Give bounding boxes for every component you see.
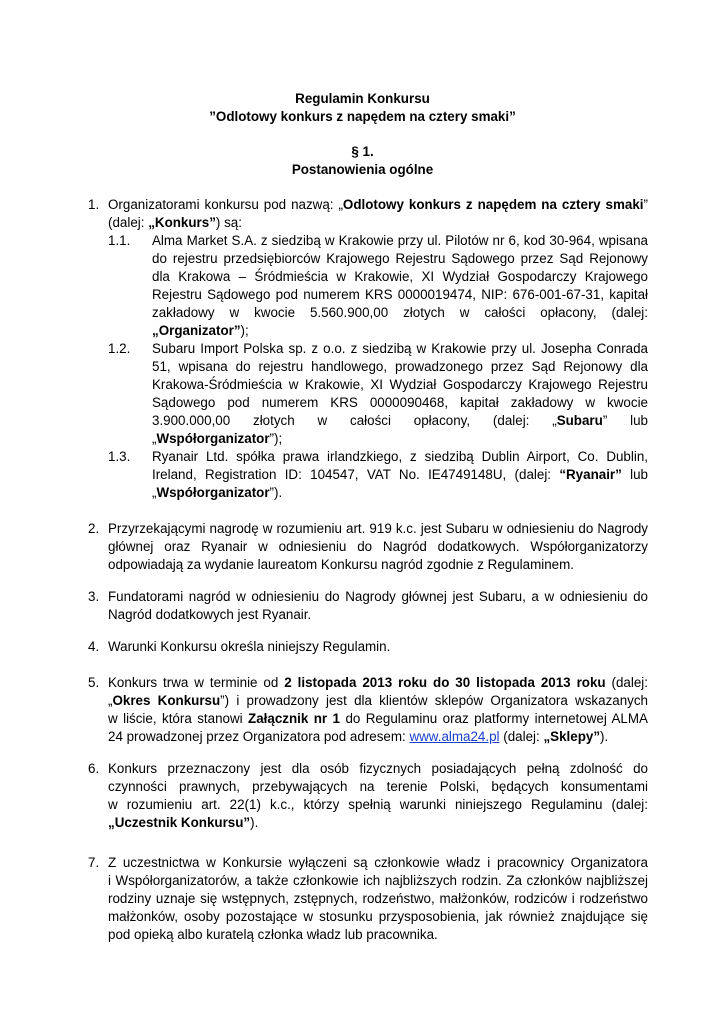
paragraph-body: [108, 760, 648, 832]
text-line: Z uczestnictwa w Konkursie wyłączeni są członkowie władz i pracownicy Organizatora: [108, 855, 648, 870]
subitem-number: 1.2.: [108, 341, 131, 356]
paragraph-number: 7.: [88, 855, 100, 870]
paragraph-body: [108, 520, 648, 574]
text-line: „Organizator”);: [152, 323, 249, 338]
section-number: § 1.: [351, 144, 374, 159]
text-line: do rejestru przedsiębiorców Krajowego Rejestru Sądowego przez Sąd Rejonowy: [152, 251, 648, 266]
text-line: Warunki Konkursu określa niniejszy Regulamin.: [108, 639, 391, 654]
paragraph-number: 2.: [88, 521, 100, 536]
text-line: 51, wpisana do rejestru handlowego, prowadzonego przez Sąd Rejonowy dla: [152, 359, 648, 374]
subitem-body: [152, 232, 648, 340]
document-title: Regulamin Konkursu: [295, 91, 430, 106]
text-line: „Uczestnik Konkursu”).: [108, 815, 259, 830]
text-line: Alma Market S.A. z siedzibą w Krakowie przy ul. Pilotów nr 6, kod 30-964, wpisana: [152, 233, 648, 248]
text-line: „Współorganizator”);: [152, 431, 283, 446]
text-line: Konkurs przeznaczony jest dla osób fizycznych posiadających pełną zdolność do: [108, 761, 648, 776]
text-line: 3.900.000,00 złotych w całości opłacony, (dalej: „Subaru” lub: [152, 413, 648, 428]
text-line: 24 prowadzonej przez Organizatora pod adresem: www.alma24.pl (dalej: „Sklepy”).: [108, 729, 609, 744]
text-line: Konkurs trwa w terminie od 2 listopada 2013 roku do 30 listopada 2013 roku (dalej:: [108, 675, 648, 690]
text-line: dla Krakowa – Śródmieścia w Krakowie, XI Wydział Gospodarczy Krajowego: [152, 269, 648, 284]
text-line: Przyrzekającymi nagrodę w rozumieniu art. 919 k.c. jest Subaru w odniesieniu do Nagrody: [108, 521, 648, 536]
text-line: Subaru Import Polska sp. z o.o. z siedzibą w Krakowie przy ul. Josepha Conrada: [152, 341, 648, 356]
text-line: Rejestru Sądowego pod numerem KRS 0000019474, NIP: 676-001-67-31, kapitał: [152, 287, 648, 302]
text-line: Organizatorami konkursu pod nazwą: „Odlotowy konkurs z napędem na cztery smaki”: [108, 197, 648, 212]
text-line: czynności prawnych, przebywających na terenie Polski, będących konsumentami: [108, 779, 648, 794]
text-line: zakładowy w kwocie 5.560.900,00 złotych w całości opłacony, (dalej:: [152, 305, 648, 320]
paragraph-body: [108, 588, 648, 624]
paragraph-number: 4.: [88, 639, 100, 654]
text-line: w liście, która stanowi Załącznik nr 1 do Regulaminu oraz platformy internetowej ALMA: [108, 711, 648, 726]
text-line: Sądowego pod numerem KRS 0000090468, kapitał zakładowy w kwocie: [152, 395, 648, 410]
contest-name: ”Odlotowy konkurs z napędem na cztery smaki”: [209, 109, 516, 124]
paragraph-number: 6.: [88, 761, 100, 776]
text-line: (dalej: „Konkurs”) są:: [108, 215, 242, 230]
paragraph-number: 1.: [88, 197, 100, 212]
text-line: Ryanair Ltd. spółka prawa irlandzkiego, z siedzibą Dublin Airport, Co. Dublin,: [152, 449, 648, 464]
text-line: Fundatorami nagród w odniesieniu do Nagrody głównej jest Subaru, a w odniesieniu do: [108, 589, 648, 604]
text-line: Ireland, Registration ID: 104547, VAT No. IE4749148U, (dalej: “Ryanair” lub: [152, 467, 648, 482]
text-line: odpowiadają za wydanie laureatom Konkursu nagród zgodnie z Regulaminem.: [108, 557, 574, 572]
text-line: rodziny uznaje się wstępnych, zstępnych, rodzeństwo, małżonków, rodziców i rodzeństwo: [108, 891, 648, 906]
text-line: Krakowa-Śródmieścia w Krakowie, XI Wydział Gospodarczy Krajowego Rejestru: [152, 377, 648, 392]
text-line: małżonków, osoby pozostające w stosunku przysposobienia, jak również znajdujące się: [108, 909, 648, 924]
text-line: w rozumieniu art. 22(1) k.c., którzy spełnią warunki niniejszego Regulaminu (dalej:: [108, 797, 648, 812]
paragraph-number: 3.: [88, 589, 100, 604]
subitem-number: 1.3.: [108, 449, 131, 464]
paragraph-body: [108, 674, 648, 746]
text-line: Nagród dodatkowych jest Ryanair.: [108, 607, 312, 622]
text-line: „Okres Konkursu”) i prowadzony jest dla klientów sklepów Organizatora wskazanych: [108, 693, 648, 708]
subitem-number: 1.1.: [108, 233, 131, 248]
text-line: głównej oraz Ryanair w odniesieniu do Nagród dodatkowych. Współorganizatorzy: [108, 539, 648, 554]
paragraph-body: [108, 196, 648, 232]
paragraph-body: [108, 638, 648, 656]
section-title: Postanowienia ogólne: [291, 162, 434, 177]
subitem-body: [152, 448, 648, 502]
alma24-link[interactable]: www.alma24.pl: [409, 729, 500, 744]
text-line: pod opieką albo kuratelą członka władz lub pracownika.: [108, 927, 438, 942]
paragraph-number: 5.: [88, 675, 100, 690]
text-line: i Współorganizatorów, a także członkowie ich najbliższych rodzin. Za członków najbliższej: [108, 873, 648, 888]
paragraph-body: [108, 854, 648, 944]
subitem-body: [152, 340, 648, 448]
text-line: „Współorganizator”).: [152, 485, 283, 500]
